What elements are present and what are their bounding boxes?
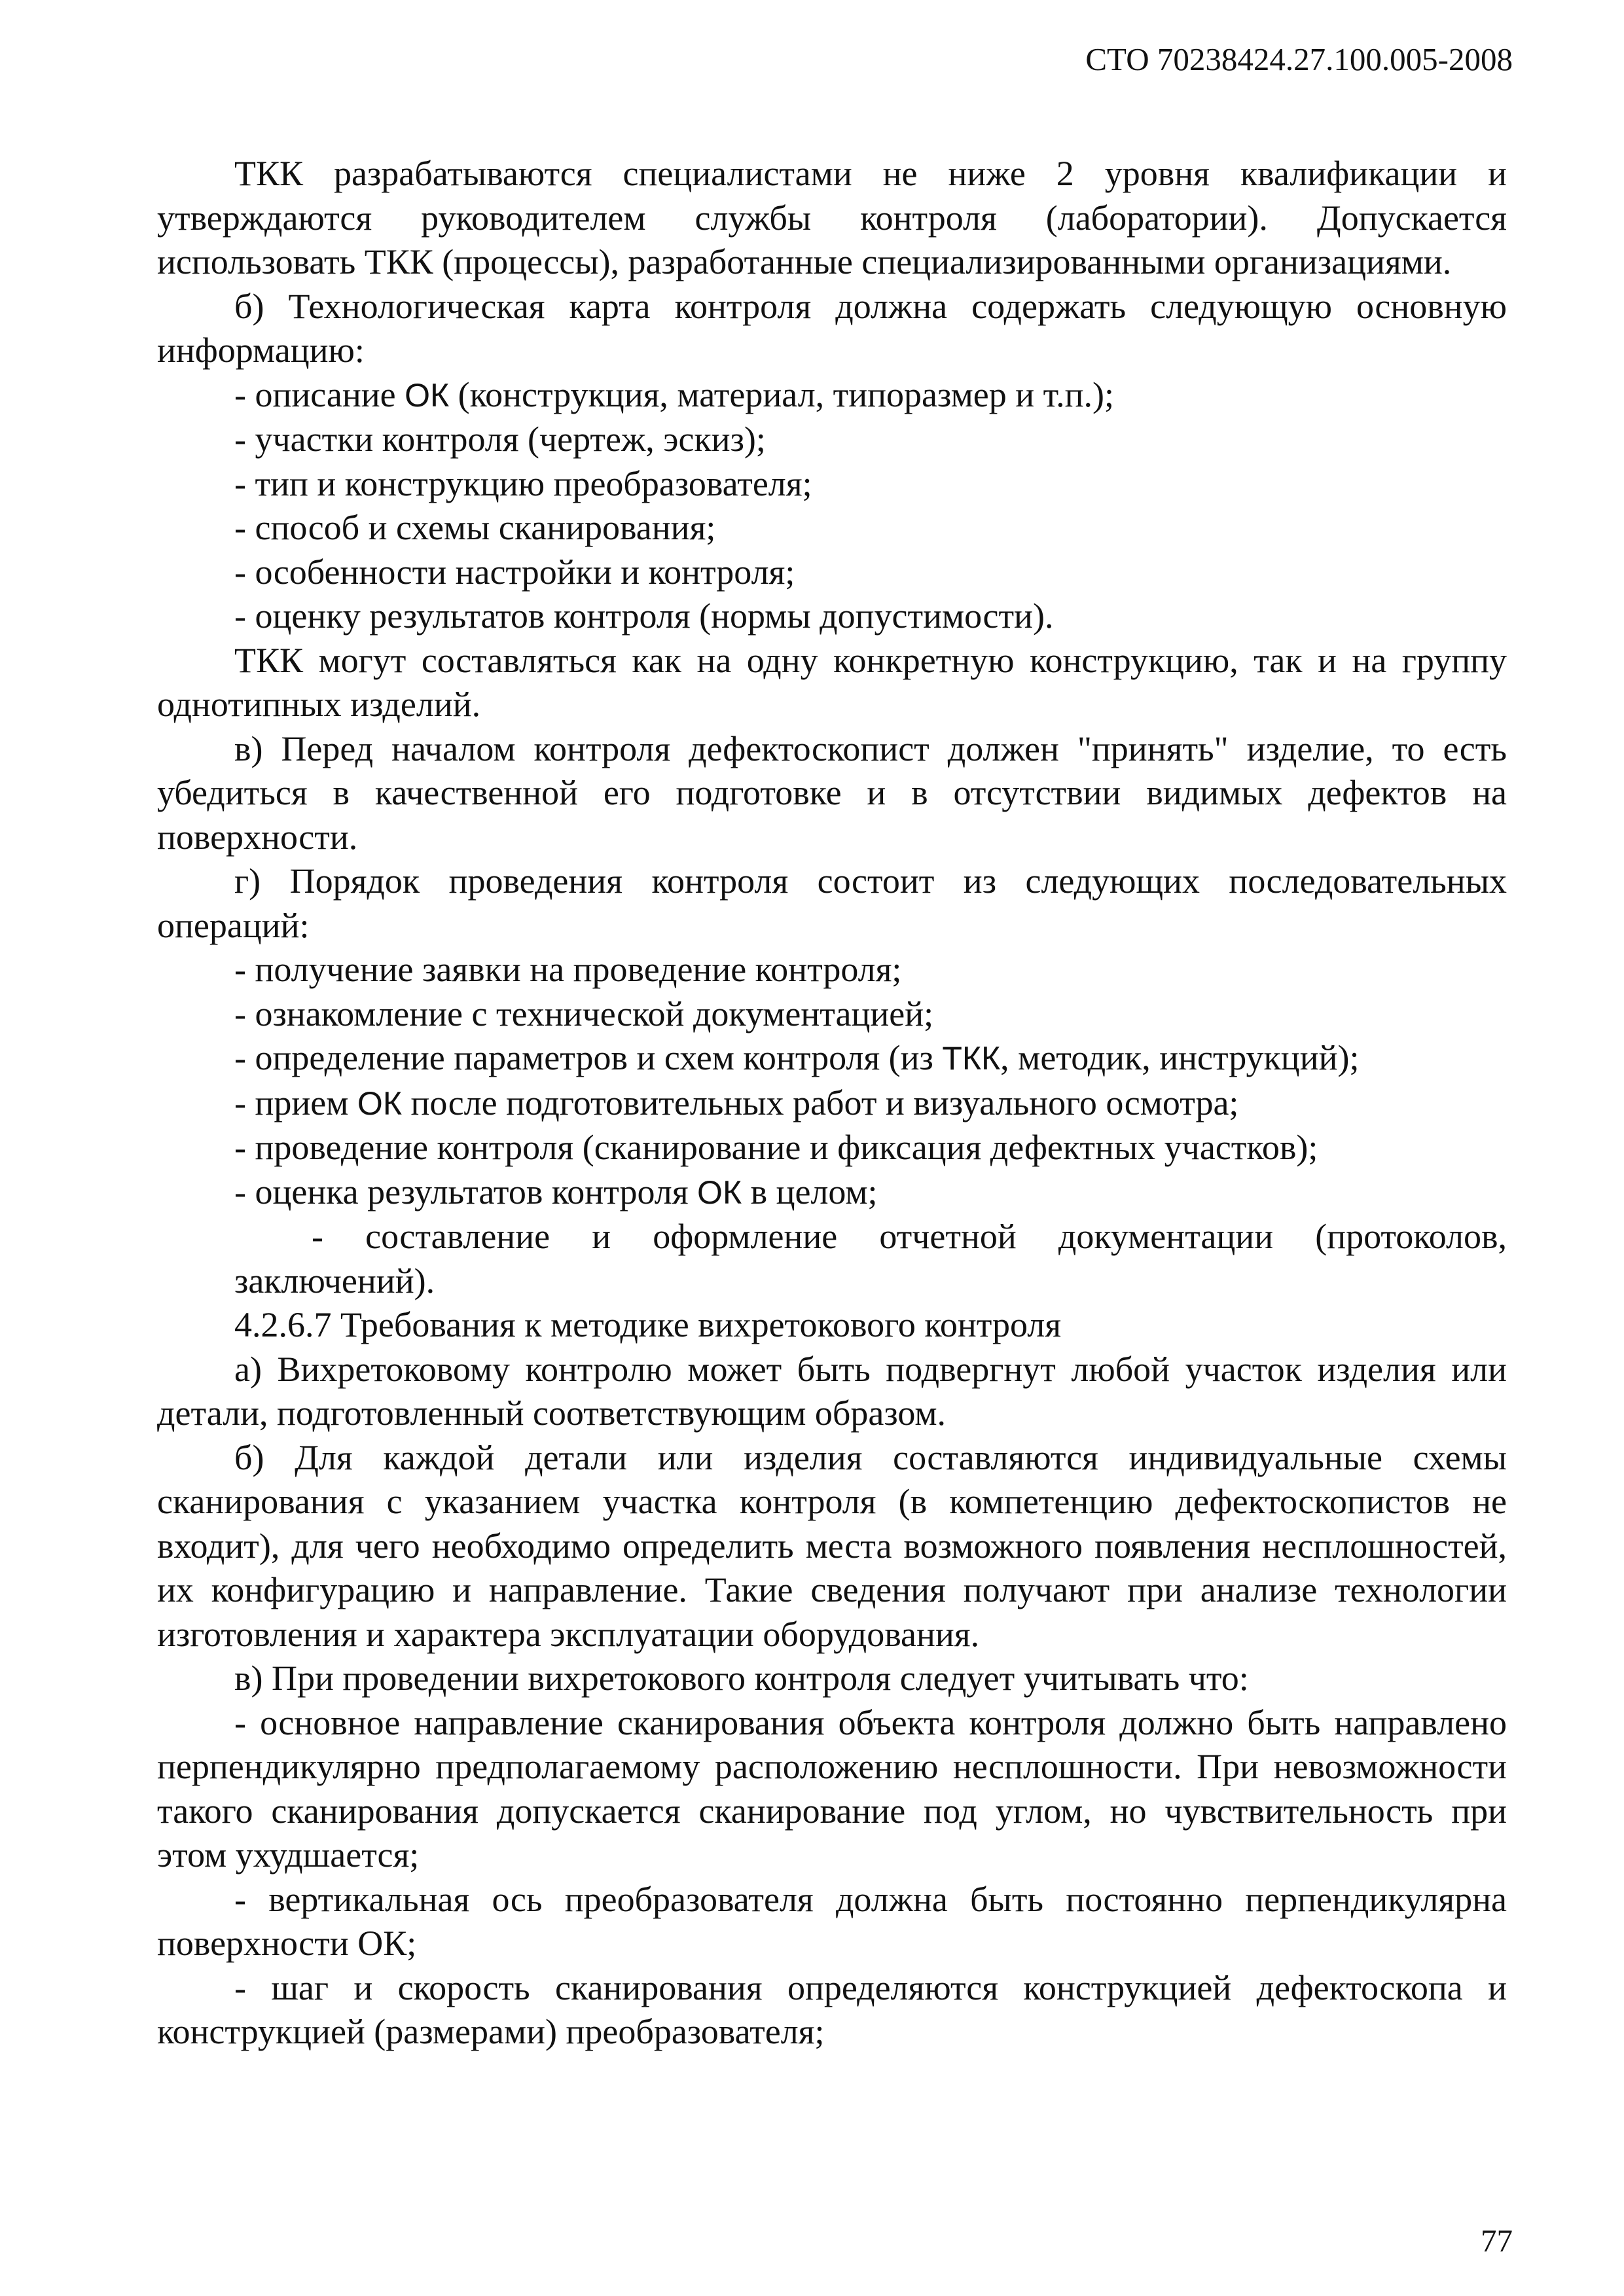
paragraph-any-area: а) Вихретоковому контролю может быть подвергнут любой участок изделия или детали, подготовленный соответствующим образом.	[157, 1349, 1507, 1433]
list-item-text: - оценка результатов контроля	[234, 1172, 698, 1211]
list-item-parameters	[157, 1036, 1507, 1081]
list-item-text: в целом;	[742, 1172, 878, 1211]
list-item-setup-features: - особенности настройки и контроля;	[234, 552, 795, 592]
list-item-text: - составление и оформление отчетной документации (протоколов, заключений).	[234, 1217, 1507, 1300]
list-item-scanning-method: - способ и схемы сканирования;	[234, 508, 716, 547]
abbreviation-tkk: ТКК	[942, 1040, 1001, 1077]
paragraph-scan-direction: - основное направление сканирования объекта контроля должно быть направлено перпендикулярно предполагаемому расположению несплошности. При невозможности такого сканирования допускается сканирование под углом, но чувствительность при этом ухудшается;	[157, 1702, 1507, 1874]
list-item-transducer-type: - тип и конструкцию преобразователя;	[234, 463, 812, 503]
paragraph-tkk-content: б) Технологическая карта контроля должна содержать следующую основную информацию:	[157, 286, 1507, 370]
paragraph-considerations: в) При проведении вихретокового контроля следует учитывать что:	[234, 1659, 1249, 1698]
list-item-control-areas: - участки контроля (чертеж, эскиз);	[234, 420, 766, 459]
list-item-conducting-control: - проведение контроля (сканирование и фиксация дефектных участков);	[234, 1128, 1318, 1167]
list-item-text: - описание	[234, 374, 405, 414]
list-item-results-evaluation: - оценку результатов контроля (нормы допустимости).	[234, 596, 1054, 636]
paragraph-control-procedure: г) Порядок проведения контроля состоит из следующих последовательных операций:	[157, 861, 1507, 945]
abbreviation-ok: ОК	[357, 1085, 402, 1122]
paragraph-vertical-axis: - вертикальная ось преобразователя должна быть постоянно перпендикулярна поверхности ОК;	[157, 1879, 1507, 1963]
list-item-text: после подготовительных работ и визуального осмотра;	[401, 1083, 1239, 1122]
paragraph-accept-item: в) Перед началом контроля дефектоскопист должен "принять" изделие, то есть убедиться в качественной его подготовке и в отсутствии видимых дефектов на поверхности.	[157, 728, 1507, 857]
abbreviation-ok: ОК	[405, 376, 450, 414]
list-item-acceptance	[157, 1081, 1507, 1126]
document-code-header: СТО 70238424.27.100.005-2008	[1085, 41, 1513, 77]
page-number: 77	[1481, 2223, 1513, 2259]
list-item-reporting	[157, 1215, 1507, 1303]
paragraph-scan-step: - шаг и скорость сканирования определяются конструкцией дефектоскопа и конструкцией (размерами) преобразователя;	[157, 1967, 1507, 2051]
list-item-text: - определение параметров и схем контроля (из	[234, 1038, 943, 1077]
list-item-text: , методик, инструкций);	[1000, 1038, 1360, 1077]
list-item-ok-description	[157, 373, 1507, 418]
list-item-text: - прием	[234, 1083, 357, 1122]
abbreviation-ok: ОК	[697, 1174, 742, 1211]
paragraph-tkk-scope: ТКК могут составляться как на одну конкретную конструкцию, так и на группу однотипных изделий.	[157, 640, 1507, 724]
document-body	[157, 152, 1507, 2054]
list-item-overall-evaluation	[157, 1170, 1507, 1215]
paragraph-tkk-development: ТКК разрабатываются специалистами не ниже 2 уровня квалификации и утверждаются руководителем службы контроля (лаборатории). Допускается использовать ТКК (процессы), разработанные специализированными организациями.	[157, 154, 1507, 281]
list-item-documentation: - ознакомление с технической документацией;	[234, 994, 934, 1033]
section-heading-eddy-current: 4.2.6.7 Требования к методике вихретокового контроля	[234, 1305, 1062, 1344]
list-item-text: (конструкция, материал, типоразмер и т.п.);	[449, 374, 1115, 414]
paragraph-scanning-schemes: б) Для каждой детали или изделия составляются индивидуальные схемы сканирования с указанием участка контроля (в компетенцию дефектоскопистов не входит), для чего необходимо определить места возможного появления несплошностей, их конфигурацию и направление. Такие сведения получают при анализе технологии изготовления и характера эксплуатации оборудования.	[157, 1437, 1507, 1654]
list-item-request: - получение заявки на проведение контроля;	[234, 950, 902, 989]
